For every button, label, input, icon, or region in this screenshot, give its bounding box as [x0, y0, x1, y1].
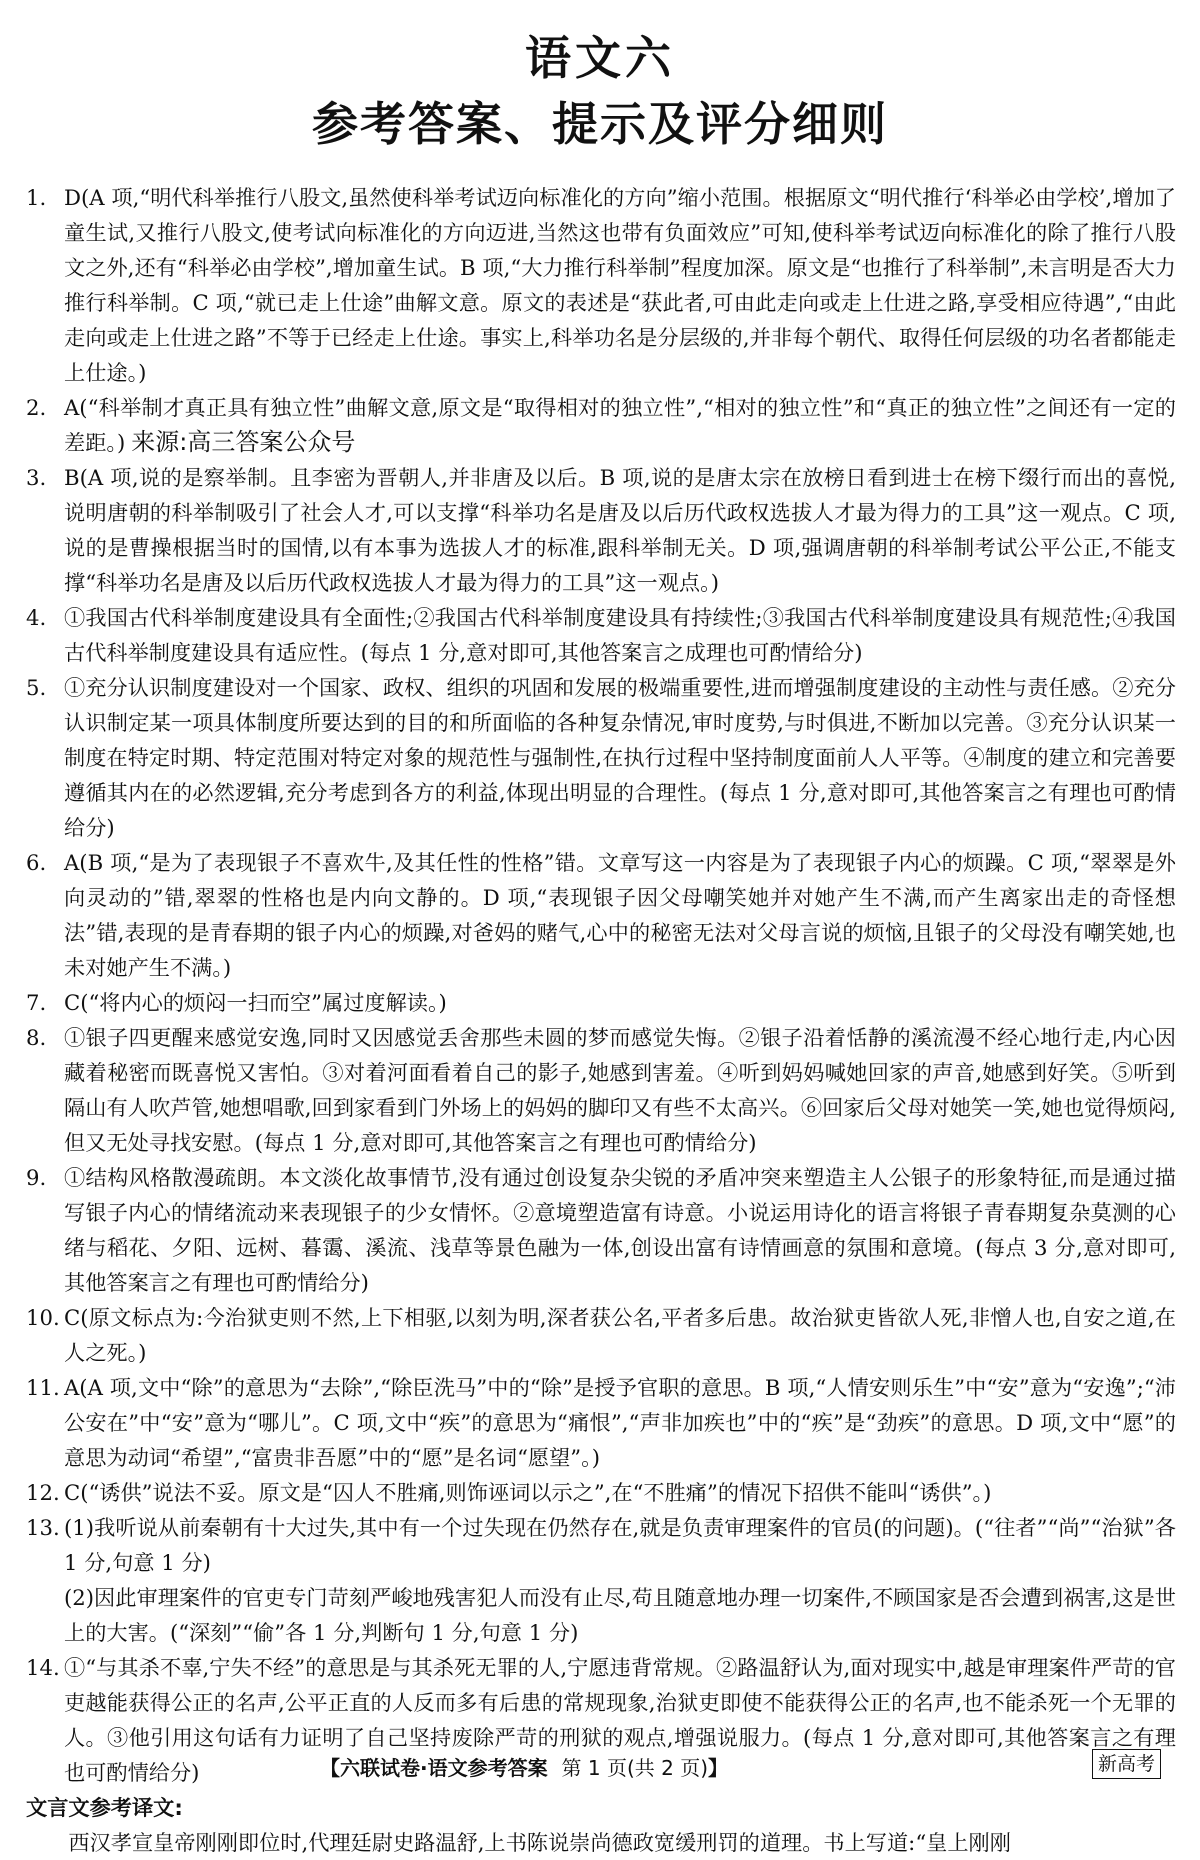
answer-number: 11.: [26, 1375, 60, 1400]
answer-number: 1.: [26, 185, 47, 210]
answer-text-part-2: (2)因此审理案件的官吏专门苛刻严峻地残害犯人而没有止尽,苟且随意地办理一切案件,不顾国家是否会遭到祸害,这是世上的大害。(“深刻”“偷”各 1 分,判断句 1 分,句意 1 分): [64, 1585, 1176, 1645]
answer-item-11: [26, 1370, 1176, 1475]
answer-list: [26, 180, 1176, 1860]
footer-series: 【六联试卷·语文参考答案: [320, 1756, 548, 1780]
answer-item-9: [26, 1160, 1176, 1300]
source-watermark: 来源:高三答案公众号: [131, 428, 356, 456]
answer-item-7: [26, 985, 1176, 1020]
answer-item-12: [26, 1475, 1176, 1510]
answer-text: A(B 项,“是为了表现银子不喜欢牛,及其任性的性格”错。文章写这一内容是为了表现银子内心的烦躁。C 项,“翠翠是外向灵动的”错,翠翠的性格也是内向文静的。D 项,“表现银子因父母嘲笑她并对她产生不满,而产生离家出走的奇怪想法”错,表现的是青春期的银子内心的烦躁,对爸妈的赌气,心中的秘密无法对父母言说的烦恼,且银子的父母没有嘲笑她,也未对她产生不满。): [64, 850, 1176, 980]
page-number: 第 1 页(共 2 页): [561, 1756, 709, 1780]
translation-heading: 文言文参考译文:: [26, 1795, 183, 1820]
answer-text: C(“将内心的烦闷一扫而空”属过度解读。): [64, 990, 447, 1015]
answer-text: A(“科举制才真正具有独立性”曲解文意,原文是“取得相对的独立性”,“相对的独立性”和“真正的独立性”之间还有一定的差距。): [64, 395, 1176, 455]
answer-text: D(A 项,“明代科举推行八股文,虽然使科举考试迈向标准化的方向”缩小范围。根据原文“明代推行‘科举必由学校’,增加了童生试,又推行八股文,使考试向标准化的方向迈进,当然这也带有负面效应”可知,使科举考试迈向标准化的除了推行八股文之外,还有“科举必由学校”,增加童生试。B 项,“大力推行科举制”程度加深。原文是“也推行了科举制”,未言明是否大力推行科举制。C 项,“就已走上仕途”曲解文意。原文的表述是“获此者,可由此走向或走上仕进之路,享受相应待遇”,“由此走向或走上仕进之路”不等于已经走上仕途。事实上,科举功名是分层级的,并非每个朝代、取得任何层级的功名者都能走上仕途。): [64, 185, 1176, 385]
answer-number: 5.: [26, 675, 47, 700]
answer-number: 14.: [26, 1655, 60, 1680]
answer-item-8: [26, 1020, 1176, 1160]
document-subtitle: 参考答案、提示及评分细则: [312, 97, 888, 151]
answer-number: 8.: [26, 1025, 47, 1050]
answer-number: 9.: [26, 1165, 47, 1190]
answer-number: 3.: [26, 465, 47, 490]
answer-text: C(原文标点为:今治狱吏则不然,上下相驱,以刻为明,深者获公名,平者多后患。故治狱吏皆欲人死,非憎人也,自安之道,在人之死。): [64, 1305, 1176, 1365]
answer-number: 10.: [26, 1305, 60, 1330]
answer-text: (1)我听说从前秦朝有十大过失,其中有一个过失现在仍然存在,就是负责审理案件的官员(的问题)。(“往者”“尚”“治狱”各 1 分,句意 1 分): [64, 1515, 1176, 1575]
answer-number: 13.: [26, 1515, 60, 1540]
answer-number: 4.: [26, 605, 47, 630]
answer-item-2: [26, 390, 1176, 460]
answer-item-6: [26, 845, 1176, 985]
answer-number: 12.: [26, 1480, 60, 1505]
answer-text: ①我国古代科举制度建设具有全面性;②我国古代科举制度建设具有持续性;③我国古代科举制度建设具有规范性;④我国古代科举制度建设具有适应性。(每点 1 分,意对即可,其他答案言之成理也可酌情给分): [64, 605, 1176, 665]
answer-text: C(“诱供”说法不妥。原文是“囚人不胜痛,则饰诬词以示之”,在“不胜痛”的情况下招供不能叫“诱供”。): [64, 1480, 992, 1505]
document-title: 语文六: [525, 31, 675, 85]
answer-text: A(A 项,文中“除”的意思为“去除”,“除臣洗马”中的“除”是授予官职的意思。B 项,“人情安则乐生”中“安”意为“安逸”;“沛公安在”中“安”意为“哪儿”。C 项,文中“疾”的意思为“痛恨”,“声非加疾也”中的“疾”是“劲疾”的意思。D 项,文中“愿”的意思为动词“希望”,“富贵非吾愿”中的“愿”是名词“愿望”。): [64, 1375, 1176, 1470]
translation-text: 西汉孝宣皇帝刚刚即位时,代理廷尉史路温舒,上书陈说崇尚德政宽缓刑罚的道理。书上写道:“皇上刚刚: [68, 1830, 1011, 1855]
answer-item-10: [26, 1300, 1176, 1370]
answer-number: 2.: [26, 395, 47, 420]
answer-item-5: [26, 670, 1176, 845]
footer-bracket: 】: [708, 1756, 729, 1780]
exam-type-badge: 新高考: [1092, 1749, 1161, 1779]
answer-item-13: [26, 1510, 1176, 1650]
answer-text: ①结构风格散漫疏朗。本文淡化故事情节,没有通过创设复杂尖锐的矛盾冲突来塑造主人公银子的形象特征,而是通过描写银子内心的情绪流动来表现银子的少女情怀。②意境塑造富有诗意。小说运用诗化的语言将银子青春期复杂莫测的心绪与稻花、夕阳、远树、暮霭、溪流、浅草等景色融为一体,创设出富有诗情画意的氛围和意境。(每点 3 分,意对即可,其他答案言之有理也可酌情给分): [64, 1165, 1176, 1295]
footer-info: [320, 1752, 728, 1781]
answer-item-3: [26, 460, 1176, 600]
answer-text: ①银子四更醒来感觉安逸,同时又因感觉丢舍那些未圆的梦而感觉失悔。②银子沿着恬静的溪流漫不经心地行走,内心因藏着秘密而既喜悦又害怕。③对着河面看着自己的影子,她感到害羞。④听到妈妈喊她回家的声音,她感到好笑。⑤听到隔山有人吹芦管,她想唱歌,回到家看到门外场上的妈妈的脚印又有些不太高兴。⑥回家后父母对她笑一笑,她也觉得烦闷,但又无处寻找安慰。(每点 1 分,意对即可,其他答案言之有理也可酌情给分): [64, 1025, 1176, 1155]
answer-item-1: [26, 180, 1176, 390]
answer-number: 7.: [26, 990, 47, 1015]
answer-text: ①充分认识制度建设对一个国家、政权、组织的巩固和发展的极端重要性,进而增强制度建设的主动性与责任感。②充分认识制定某一项具体制度所要达到的目的和所面临的各种复杂情况,审时度势,与时俱进,不断加以完善。③充分认识某一制度在特定时期、特定范围对特定对象的规范性与强制性,在执行过程中坚持制度面前人人平等。④制度的建立和完善要遵循其内在的必然逻辑,充分考虑到各方的利益,体现出明显的合理性。(每点 1 分,意对即可,其他答案言之有理也可酌情给分): [64, 675, 1176, 840]
answer-text: ①“与其杀不辜,宁失不经”的意思是与其杀死无罪的人,宁愿违背常规。②路温舒认为,面对现实中,越是审理案件严苛的官吏越能获得公正的名声,公平正直的人反而多有后患的常规现象,治狱吏即使不能获得公正的名声,也不能杀死一个无罪的人。③他引用这句话有力证明了自己坚持废除严苛的刑狱的观点,增强说服力。(每点 1 分,意对即可,其他答案言之有理也可酌情给分): [64, 1655, 1176, 1785]
answer-item-4: [26, 600, 1176, 670]
answer-text: B(A 项,说的是察举制。且李密为晋朝人,并非唐及以后。B 项,说的是唐太宗在放榜日看到进士在榜下缀行而出的喜悦,说明唐朝的科举制吸引了社会人才,可以支撑“科举功名是唐及以后历代政权选拔人才最为得力的工具”这一观点。C 项,说的是曹操根据当时的国情,以有本事为选拔人才的标准,跟科举制无关。D 项,强调唐朝的科举制考试公平公正,不能支撑“科举功名是唐及以后历代政权选拔人才最为得力的工具”这一观点。): [64, 465, 1176, 595]
answer-number: 6.: [26, 850, 47, 875]
